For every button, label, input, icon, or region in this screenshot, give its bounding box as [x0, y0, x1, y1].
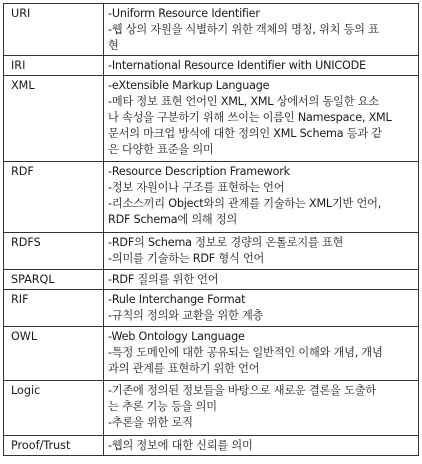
definition-line: 문서의 마크업 방식에 대한 정의인 XML Schema 등과 같 — [108, 127, 382, 140]
definition-line: -RDF의 Schema 정보로 경량의 온톨로지를 표현 — [108, 236, 344, 249]
definition-cell — [104, 290, 419, 327]
definition-line: -기존에 정의된 정보들을 바탕으로 새로운 결론을 도출하 — [108, 384, 376, 397]
definition-line: RDF Schema에 의해 정의 — [108, 213, 238, 226]
definition-line: 나 속성을 구분하기 위해 쓰이는 이름인 Namespace, XML — [108, 111, 392, 124]
definition-cell — [104, 327, 419, 381]
definition-cell — [104, 381, 419, 436]
definition-line: -추론을 위한 로직 — [108, 416, 193, 429]
definition-line: -리소스끼리 Object와의 관계를 기술하는 XML기반 언어, — [108, 197, 382, 210]
table-row — [4, 4, 419, 56]
definition-line: -Web Ontology Language — [108, 330, 245, 343]
table-row — [4, 290, 419, 327]
term-cell: Proof/Trust — [4, 436, 104, 456]
table-row — [4, 436, 419, 456]
term-cell: SPARQL — [4, 270, 104, 290]
definition-line: 는 추론 기능 등을 의미 — [108, 400, 217, 413]
term-cell: URI — [4, 4, 104, 56]
definition-line: -규칙의 정의와 교환을 위한 계층 — [108, 309, 264, 322]
definition-cell — [104, 162, 419, 233]
definition-line: -Uniform Resource Identifier — [108, 7, 260, 20]
table-row — [4, 233, 419, 270]
glossary-table — [3, 3, 419, 456]
definition-line: -Resource Description Framework — [108, 165, 290, 178]
definition-cell — [104, 76, 419, 162]
definition-cell — [104, 436, 419, 456]
table-row — [4, 56, 419, 76]
term-cell: Logic — [4, 381, 104, 436]
definition-line: -International Resource Identifier with UNICODE — [108, 59, 366, 72]
definition-line: -메타 정보 표현 언어인 XML, XML 상에서의 동일한 요소 — [108, 95, 379, 108]
table-row — [4, 270, 419, 290]
definition-line: -특정 도메인에 대한 공유되는 일반적인 이해와 개념, 개념 — [108, 346, 383, 359]
term-cell: RIF — [4, 290, 104, 327]
definition-cell — [104, 56, 419, 76]
definition-line: -웹 상의 자원을 식별하기 위한 객체의 명칭, 위치 등의 표 — [108, 23, 379, 36]
table-row — [4, 327, 419, 381]
table-row — [4, 162, 419, 233]
definition-line: -eXtensible Markup Language — [108, 79, 270, 92]
definition-line: 은 다양한 표준을 의미 — [108, 143, 214, 156]
definition-line: -RDF 질의를 위한 언어 — [108, 273, 219, 286]
definition-line: -Rule Interchange Format — [108, 293, 246, 306]
table-row — [4, 76, 419, 162]
term-cell: XML — [4, 76, 104, 162]
term-cell: OWL — [4, 327, 104, 381]
definition-line: 현 — [108, 39, 119, 52]
table-row — [4, 381, 419, 436]
term-cell: RDFS — [4, 233, 104, 270]
definition-cell — [104, 4, 419, 56]
term-cell: IRI — [4, 56, 104, 76]
term-cell: RDF — [4, 162, 104, 233]
definition-line: -정보 자원이나 구조를 표현하는 언어 — [108, 181, 285, 194]
definition-line: -의미를 기술하는 RDF 형식 언어 — [108, 252, 265, 265]
definition-line: 과의 관계를 표현하기 위한 언어 — [108, 362, 260, 375]
definition-cell — [104, 233, 419, 270]
definition-line: -웹의 정보에 대한 신뢰를 의미 — [108, 439, 253, 452]
definition-cell — [104, 270, 419, 290]
